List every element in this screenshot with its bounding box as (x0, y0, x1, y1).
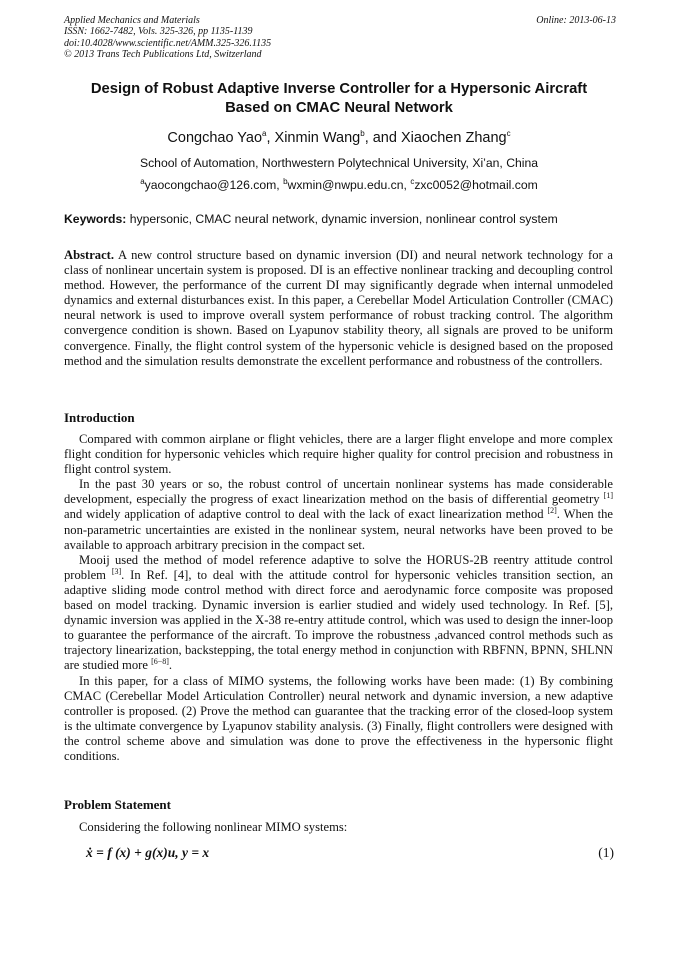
keywords-label: Keywords: (64, 212, 127, 226)
equation-number: (1) (598, 845, 614, 860)
intro-p3-text-b: . In Ref. [4], to deal with the attitude control for hypersonic vehicles transition section, an adaptive sliding mode control method with direct force and aerodynamic force composite was proposed based on model tracking. Dynamic inversion is earlier studied and widely used technology. In Ref. [5], dynamic inversion was applied in the X-38 re-entry attitude control, which was used to design the inner-loop to guarantee the performance of the aircraft. To improve the robustness ,advanced control methods such as trajectory linearization, backstepping, the total energy method in conjunction with RBFNN, BPNN, SHLNN are studied more (64, 567, 613, 673)
abstract-label: Abstract. (64, 248, 115, 262)
author-3: , and Xiaochen Zhang (364, 129, 507, 146)
author-2-mark: b (360, 129, 365, 138)
author-1-mark: a (262, 129, 267, 138)
section-heading-introduction: Introduction (64, 410, 135, 425)
email-b-mark: b (283, 177, 288, 186)
intro-paragraph-4: In this paper, for a class of MIMO systems, the following works have been made: (1) By combining CMAC (Cerebellar Model Articulation Controller) neural network and dynamic inversion, a new adaptive controller is proposed. (2) Prove the method can guarantee that the tracking error of the closed-loop system is the ultimate convergence by Lyapunov stability analysis. (3) Finally, flight controllers were designed with the control scheme above and simulation was done to prove the effectiveness in the hypersonic flight conditions. (64, 673, 613, 763)
intro-p2-text-b: and widely application of adaptive control to deal with the lack of exact linearization method (64, 507, 548, 522)
affiliation: School of Automation, Northwestern Polytechnical University, Xi’an, China (139, 156, 539, 170)
title-line-1: Design of Robust Adaptive Inverse Controller for a Hypersonic Aircraft (90, 81, 588, 97)
journal-name: Applied Mechanics and Materials (64, 15, 200, 26)
problem-paragraph-1: Considering the following nonlinear MIMO systems: (79, 820, 348, 834)
equation-1 (86, 845, 614, 861)
journal-issn: ISSN: 1662-7482, Vols. 325-326, pp 1135-1139 (64, 26, 253, 38)
section-heading-problem-statement: Problem Statement (64, 797, 171, 812)
author-emails (40, 177, 638, 192)
citation-ref: [2] (547, 506, 557, 516)
intro-paragraph-1: Compared with common airplane or flight vehicles, there are a larger flight envelope and more complex flight condition for hypersonic vehicles which require higher quality for control precision and robustness in flight control system. (64, 432, 613, 477)
intro-paragraph-3 (64, 553, 613, 674)
intro-p2-text-c: . When the non-parametric uncertainties are existed in the nonlinear system, neural networks have been proved to be available to approach arbitrary precision in the compact set. (64, 507, 613, 552)
author-2: , Xinmin Wang (266, 129, 361, 146)
intro-p3-text-c: . (168, 658, 173, 673)
journal-doi: doi:10.4028/www.scientific.net/AMM.325-326.1135 (64, 37, 272, 49)
journal-copyright: © 2013 Trans Tech Publications Ltd, Switzerland (64, 49, 262, 61)
email-c: zxc0052@hotmail.com (414, 178, 538, 193)
abstract (64, 248, 613, 369)
paper-title (40, 80, 638, 118)
citation-ref: [3] (111, 566, 122, 576)
keywords-text: hypersonic, CMAC neural network, dynamic inversion, nonlinear control system (126, 212, 558, 226)
author-1: Congchao Yao (167, 129, 263, 146)
title-line-2: Based on CMAC Neural Network (225, 100, 453, 116)
citation-ref: [6−8] (151, 657, 169, 667)
equation-expression: ẋ = f (x) + g(x)u, y = x (86, 845, 210, 860)
problem-statement-body (64, 820, 613, 835)
author-3-mark: c (506, 129, 511, 138)
author-list (40, 129, 638, 146)
abstract-text: A new control structure based on dynamic inversion (DI) and neural network technology for a class of nonlinear uncertain system is proposed. DI is an effective nonlinear tracking and decoupling control method. However, the performance of the current DI may significantly degrade when internal unmodeled dynamics and external disturbances exist. In this paper, a Cerebellar Model Articulation Controller (CMAC) neural network is used to improve overall system performance of robust tracking control. The algorithm convergence condition is shown. Based on Lyapunov stability theory, all signals are proved to be uniform convergence. Finally, the flight control system of the hypersonic vehicle is designed based on the proposed method and the simulation results demonstrate the excellent performance and robustness of the controllers. (64, 248, 613, 368)
intro-p2-text-a: In the past 30 years or so, the robust control of uncertain nonlinear systems has made considerable development, especially the progress of exact linearization method on the basis of differential geometry (64, 477, 613, 507)
intro-p3-text-a: Mooij used the method of model reference adaptive to solve the HORUS-2B reentry attitude control problem (64, 552, 613, 582)
citation-ref: [1] (603, 491, 613, 501)
intro-paragraph-2 (64, 477, 613, 552)
email-c-mark: c (410, 177, 415, 186)
keywords (64, 212, 616, 226)
email-a: yaocongchao@126.com, (144, 178, 284, 193)
online-date: Online: 2013-06-13 (536, 15, 616, 26)
email-a-mark: a (140, 177, 145, 186)
introduction-body (64, 432, 613, 764)
email-b: wxmin@nwpu.edu.cn, (287, 178, 411, 193)
